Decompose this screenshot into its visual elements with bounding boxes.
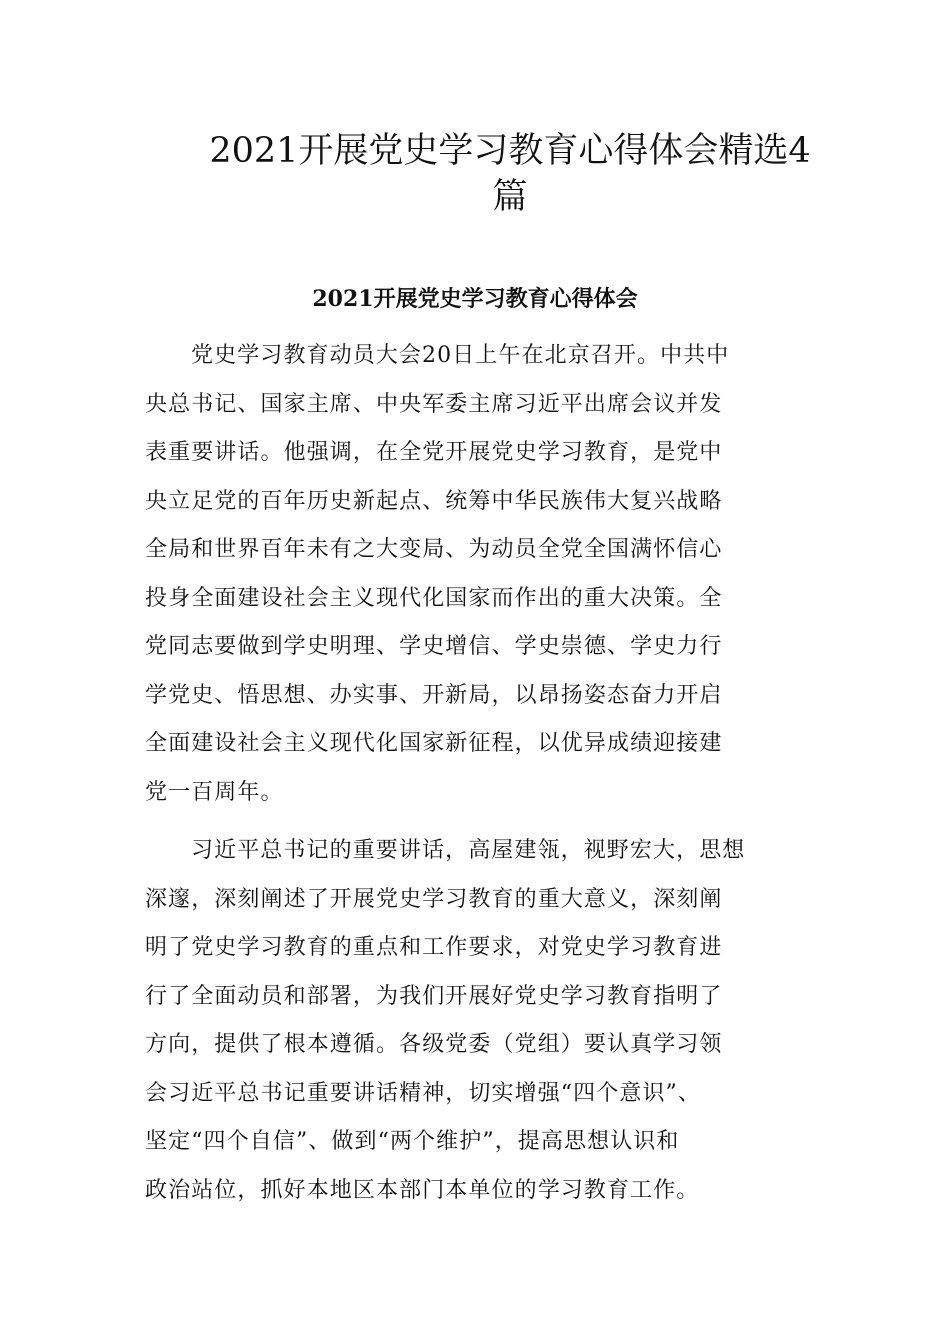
paragraph-line: 方向，提供了根本遵循。各级党委（党组）要认真学习领 — [145, 1032, 723, 1057]
paragraph-line: 坚定“四个自信”、做到“两个维护”，提高思想认识和 — [145, 1129, 680, 1154]
paragraph-line: 政治站位，抓好本地区本部门本单位的学习教育工作。 — [145, 1177, 700, 1203]
paragraph-line: 央总书记、国家主席、中央军委主席习近平出席会议并发 — [145, 391, 723, 417]
paragraph-line: 党一百周年。 — [145, 779, 284, 805]
paragraph-2 — [145, 827, 810, 1215]
paragraph-line: 行了全面动员和部署，为我们开展好党史学习教育指明了 — [145, 983, 723, 1009]
paragraph-line: 全面建设社会主义现代化国家新征程，以优异成绩迎接建 — [145, 731, 723, 756]
paragraph-line: 党同志要做到学史明理、学史增信、学史崇德、学史力行 — [145, 634, 723, 659]
document-title — [140, 128, 880, 220]
document-title-line-2: 篇 — [492, 177, 528, 217]
section-title: 2021开展党史学习教育心得体会 — [312, 286, 638, 312]
body-text — [145, 332, 810, 1225]
paragraph-line: 深邃，深刻阐述了开展党史学习教育的重大意义，深刻阐 — [145, 886, 723, 912]
document-title-line-1: 2021开展党史学习教育心得体会精选4 — [209, 131, 811, 171]
paragraph-line: 党史学习教育动员大会20日上午在北京召开。中共中 — [191, 343, 730, 368]
paragraph-line: 明了党史学习教育的重点和工作要求，对党史学习教育进 — [145, 935, 723, 960]
paragraph-line: 表重要讲话。他强调，在全党开展党史学习教育，是党中 — [145, 440, 723, 465]
paragraph-line: 全局和世界百年未有之大变局、为动员全党全国满怀信心 — [145, 537, 723, 562]
paragraph-1 — [145, 332, 810, 817]
paragraph-line: 习近平总书记的重要讲话，高屋建瓴，视野宏大，思想 — [191, 838, 746, 863]
paragraph-line: 投身全面建设社会主义现代化国家而作出的重大决策。全 — [145, 585, 723, 611]
paragraph-line: 学党史、悟思想、办实事、开新局，以昂扬姿态奋力开启 — [145, 682, 723, 708]
paragraph-line: 会习近平总书记重要讲话精神，切实增强“四个意识”、 — [145, 1080, 701, 1106]
paragraph-line: 央立足党的百年历史新起点、统筹中华民族伟大复兴战略 — [145, 488, 723, 514]
